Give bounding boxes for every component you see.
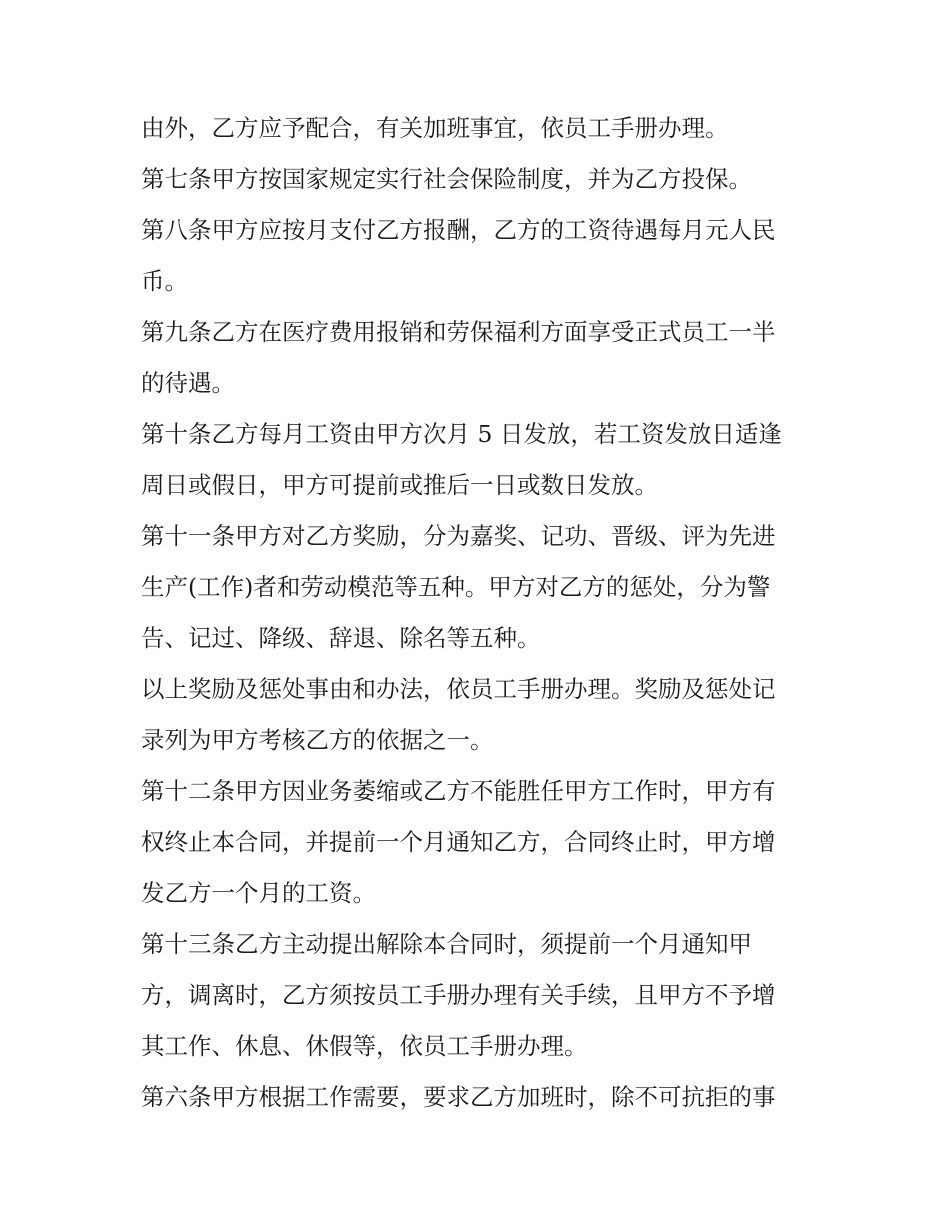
text-line: 币。 <box>141 267 188 295</box>
text-line: 其工作、休息、休假等，依员工手册办理。 <box>141 1032 588 1060</box>
text-line: 第十二条甲方因业务萎缩或乙方不能胜任甲方工作时，甲方有 <box>141 777 776 805</box>
text-line: 录列为甲方考核乙方的依据之一。 <box>141 726 494 754</box>
text-line: 权终止本合同，并提前一个月通知乙方，合同终止时，甲方增 <box>141 828 776 856</box>
text-line: 第十三条乙方主动提出解除本合同时，须提前一个月通知甲 <box>141 930 752 958</box>
text-line: 方，调离时，乙方须按员工手册办理有关手续，且甲方不予增 <box>141 981 776 1009</box>
text-line: 第十一条甲方对乙方奖励，分为嘉奖、记功、晋级、评为先进 <box>141 522 776 550</box>
text-line: 告、记过、降级、辞退、除名等五种。 <box>141 624 541 652</box>
text-line: 由外，乙方应予配合，有关加班事宜，依员工手册办理。 <box>141 114 729 142</box>
text-line: 第六条甲方根据工作需要，要求乙方加班时，除不可抗拒的事 <box>141 1083 776 1111</box>
text-line: 发乙方一个月的工资。 <box>141 879 376 907</box>
text-line: 第九条乙方在医疗费用报销和劳保福利方面享受正式员工一半 <box>141 318 776 346</box>
text-line: 生产(工作)者和劳动模范等五种。甲方对乙方的惩处，分为警 <box>141 573 771 601</box>
text-line: 以上奖励及惩处事由和办法，依员工手册办理。奖励及惩处记 <box>141 675 776 703</box>
text-line: 第七条甲方按国家规定实行社会保险制度，并为乙方投保。 <box>141 165 752 193</box>
text-line: 第十条乙方每月工资由甲方次月 5 日发放，若工资发放日适逢 <box>141 420 782 448</box>
text-line: 第八条甲方应按月支付乙方报酬，乙方的工资待遇每月元人民 <box>141 216 776 244</box>
text-line: 的待遇。 <box>141 369 235 397</box>
text-line: 周日或假日，甲方可提前或推后一日或数日发放。 <box>141 471 658 499</box>
